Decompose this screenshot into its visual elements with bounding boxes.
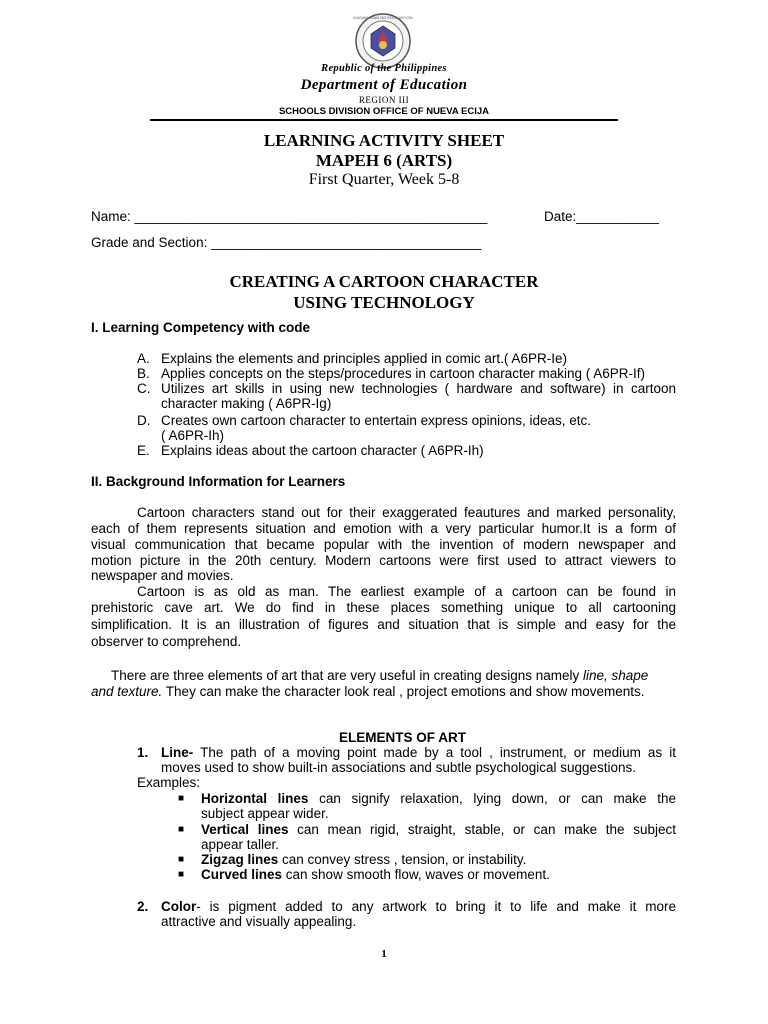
competency-text: Explains the elements and principles applied in comic art.( A6PR-Ie): [161, 351, 567, 366]
example-item: Zigzag lines can convey stress , tension, or instability.: [201, 852, 527, 867]
paragraph-line: each of them represents situation and emotion with a very particular humor.It is a form of: [91, 521, 676, 536]
department-label: Department of Education: [300, 77, 468, 93]
republic-label: Republic of the Philippines: [321, 63, 447, 74]
bullet-icon: ■: [178, 854, 185, 865]
paragraph-line: motion picture in the 20th century. Modern cartoons were first used to attract viewers to: [91, 553, 676, 568]
svg-text:KAGAWARAN NG EDUKASYON: KAGAWARAN NG EDUKASYON: [353, 15, 413, 20]
quarter-week: First Quarter, Week 5-8: [308, 171, 460, 188]
competency-text: Creates own cartoon character to entertain express opinions, ideas, etc.: [161, 413, 591, 428]
paragraph-line: prehistoric cave art. We do find in these places something unique to all cartooning: [91, 600, 676, 615]
competency-letter: E.: [137, 443, 150, 458]
bullet-icon: ■: [178, 793, 185, 804]
element-line-definition: moves used to show built-in associations and subtle psychological suggestions.: [161, 760, 637, 775]
bullet-icon: ■: [178, 869, 185, 880]
deped-seal-icon: [351, 12, 415, 70]
header-rule: [150, 119, 618, 121]
paragraph-line: There are three elements of art that are very useful in creating designs namely line, shape: [111, 668, 649, 683]
name-field[interactable]: Name: _______________________________________________: [91, 209, 488, 224]
element-color-definition: Color- is pigment added to any artwork to bring it to life and make it more: [161, 899, 676, 914]
division-label: SCHOOLS DIVISION OFFICE OF NUEVA ECIJA: [278, 106, 490, 117]
competency-letter: B.: [137, 366, 150, 381]
example-item: Curved lines can show smooth flow, waves or movement.: [201, 867, 550, 882]
subject-title: MAPEH 6 (ARTS): [315, 151, 453, 170]
paragraph-line: simplification. It is an illustration of figures and situation that is simple and easy for the: [91, 617, 676, 632]
competency-text: Utilizes art skills in using new technologies ( hardware and software) in cartoon: [161, 381, 676, 396]
paragraph-line: Cartoon is as old as man. The earliest example of a cartoon can be found in: [137, 584, 676, 599]
sheet-title: LEARNING ACTIVITY SHEET: [263, 131, 505, 150]
example-item: appear taller.: [201, 837, 280, 852]
lesson-title-line1: CREATING A CARTOON CHARACTER: [229, 272, 539, 291]
competency-letter: D.: [137, 413, 151, 428]
bullet-icon: ■: [178, 824, 185, 835]
section1-heading: I. Learning Competency with code: [91, 320, 311, 335]
example-item: Vertical lines can mean rigid, straight, stable, or can make the subject: [201, 822, 676, 837]
section2-heading: II. Background Information for Learners: [91, 474, 346, 489]
paragraph-line: visual communication that became popular with the invention of modern newspaper and: [91, 537, 676, 552]
element-line-definition: Line- The path of a moving point made by a tool , instrument, or medium as it: [161, 745, 676, 760]
paragraph-line: newspaper and movies.: [91, 568, 234, 583]
paragraph-line: observer to comprehend.: [91, 634, 242, 649]
competency-text: ( A6PR-Ih): [161, 428, 225, 443]
element-color-definition: attractive and visually appealing.: [161, 914, 357, 929]
elements-heading: ELEMENTS OF ART: [339, 730, 466, 745]
paragraph-line: and texture. They can make the character look real , project emotions and show movements.: [91, 684, 645, 699]
lesson-title-line2: USING TECHNOLOGY: [293, 293, 475, 312]
competency-letter: C.: [137, 381, 151, 396]
grade-section-field[interactable]: Grade and Section: ____________________________________: [91, 235, 482, 250]
example-item: subject appear wider.: [201, 806, 329, 821]
examples-label: Examples:: [137, 775, 201, 790]
region-label: REGION III: [358, 95, 410, 105]
date-field[interactable]: Date:___________: [544, 209, 659, 224]
paragraph-line: Cartoon characters stand out for their exaggerated feautures and marked personality,: [137, 505, 676, 520]
example-item: Horizontal lines can signify relaxation, lying down, or can make the: [201, 791, 676, 806]
competency-text: character making ( A6PR-Ig): [161, 396, 332, 411]
page-number: 1: [381, 948, 387, 960]
competency-text: Applies concepts on the steps/procedures in cartoon character making ( A6PR-If): [161, 366, 645, 381]
competency-text: Explains ideas about the cartoon character ( A6PR-Ih): [161, 443, 484, 458]
competency-letter: A.: [137, 351, 150, 366]
element-number: 1.: [137, 745, 149, 760]
element-number: 2.: [137, 899, 149, 914]
